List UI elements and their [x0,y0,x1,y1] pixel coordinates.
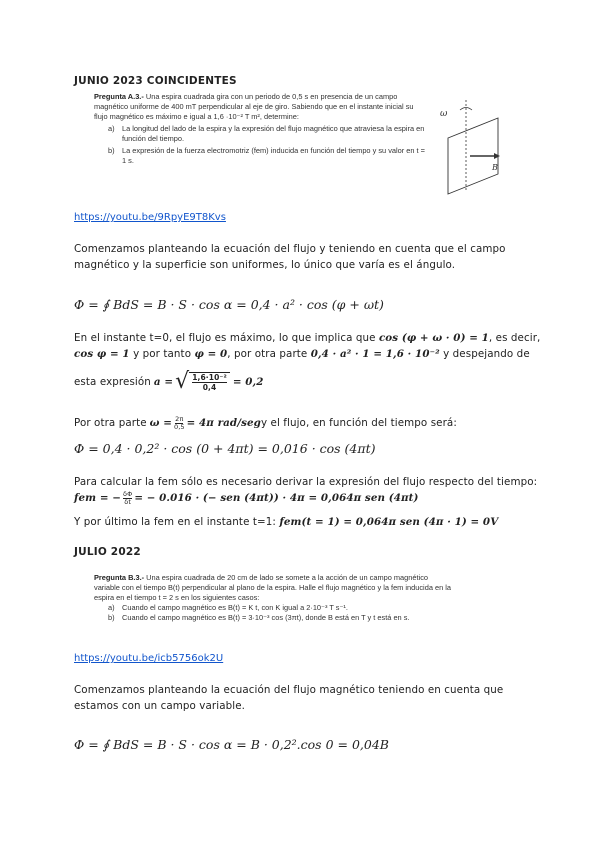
math-expr: = − 0.016 · (− sen (4πt)) · 4π = 0,064π sen (4πt) [134,492,419,504]
text: y el flujo, en función del tiempo será: [260,417,457,429]
math-expr: 0,4 · a² · 1 = 1,6 · 10⁻² [310,348,440,360]
fraction-numerator: 1,6·10⁻² [192,373,227,382]
text: y despejando de [439,348,530,360]
math-expr: φ = 0 [194,348,228,360]
text: Y por último la fem en el instante t=1: [74,516,280,528]
fem-equation [74,490,544,506]
problem-intro: Una espira cuadrada gira con un periodo de 0,5 s en presencia de un campo magnético uniforme de 400 mT perpendicular al eje de giro. Sabiendo que en el instante inicial su flujo magnético es máximo e igual a 1,6 ·10⁻² T m², determine: [94,92,414,121]
item-key: a) [108,124,115,133]
text: En el instante t=0, el flujo es máximo, lo que implica que [74,332,376,344]
text: y por tanto [129,348,195,360]
item-key: b) [108,146,115,155]
sqrt-icon: √ [175,369,190,394]
math-expr: fem(t = 1) = 0,064π sen (4π · 1) = 0V [279,516,499,528]
side-length-line [74,369,534,394]
math-expr: ω = [149,417,172,429]
fraction-numerator: δΦ [123,489,133,498]
flux-time-equation: Φ = 0,4 · 0,2² · cos (0 + 4πt) = 0,016 · cos (4πt) [74,441,376,456]
math-expr: a = [153,376,174,388]
fraction-denominator: 0,4 [202,383,217,392]
text: , por otra parte [227,348,311,360]
item-key: b) [108,613,115,622]
section-heading-junio-2023: JUNIO 2023 COINCIDENTES [74,75,237,87]
t0-paragraph [74,330,544,362]
derivative-fraction [123,491,132,506]
field-label: B [492,163,498,172]
math-expr: cos φ = 1 [74,348,130,360]
problem-item [94,603,454,613]
fraction-numerator: 2π [175,414,184,423]
text: Por otra parte [74,417,147,429]
omega-label: ω [440,109,448,119]
sqrt-fraction [189,372,230,392]
math-expr: = 0,2 [232,376,264,388]
item-text: Cuando el campo magnético es B(t) = K t, con K igual a 2·10⁻³ T s⁻¹. [122,603,348,612]
fem-t1-line [74,514,544,530]
problem-label: Pregunta B.3.- [94,573,145,582]
text: , es decir, [488,332,541,344]
item-text: La expresión de la fuerza electromotriz (fem) inducida en función del tiempo y su valor en t = 1 s. [122,146,425,165]
fraction-denominator: δt [124,497,132,506]
section-heading-julio-2022: JULIO 2022 [74,546,141,558]
item-text: Cuando el campo magnético es B(t) = 3·10⁻³ cos (3πt), donde B está en T y t está en s. [122,613,410,622]
rotating-loop-figure [438,98,518,198]
video-link-2[interactable]: https://youtu.be/icb5756ok2U [74,653,224,664]
item-key: a) [108,603,115,612]
problem-statement-a3 [94,92,426,166]
intro-paragraph-2: Comenzamos planteando la ecuación del flujo magnético teniendo en cuenta que estamos con un campo variable. [74,684,504,712]
omega-fraction [174,416,185,431]
flux-equation-2: Φ = ∮ BdS = B · S · cos α = B · 0,2².cos 0 = 0,04B [74,737,389,752]
problem-label: Pregunta A.3.- [94,92,144,101]
math-expr: = 4π rad/seg [186,417,261,429]
fraction-denominator: 0,5 [173,422,185,431]
math-expr: fem = − [74,492,122,504]
problem-item [94,124,426,144]
text: esta expresión [74,376,151,388]
fem-intro-line: Para calcular la fem sólo es necesario derivar la expresión del flujo respecto del tiempo: [74,476,538,488]
problem-intro: Una espira cuadrada de 20 cm de lado se somete a la acción de un campo magnético variable con el tiempo B(t) perpendicular al plano de la espira. Halle el flujo magnético y la fem inducida en la espira en el tiempo t = 2 s en los siguientes casos: [94,573,452,602]
flux-equation-1: Φ = ∮ BdS = B · S · cos α = 0,4 · a² · cos (φ + ωt) [74,297,384,312]
item-text: La longitud del lado de la espira y la expresión del flujo magnético que atraviesa la espira en función del tiempo. [122,124,425,143]
problem-item [94,146,426,166]
problem-statement-b3 [94,573,454,623]
video-link-1[interactable]: https://youtu.be/9RpyE9T8Kvs [74,212,226,223]
math-expr: cos (φ + ω · 0) = 1 [378,332,489,344]
field-arrow-head-icon [494,153,500,159]
intro-paragraph-1: Comenzamos planteando la ecuación del flujo y teniendo en cuenta que el campo magnético y la superficie son uniformes, lo único que varía es el ángulo. [74,243,506,271]
omega-line [74,415,534,431]
problem-item [94,613,454,623]
